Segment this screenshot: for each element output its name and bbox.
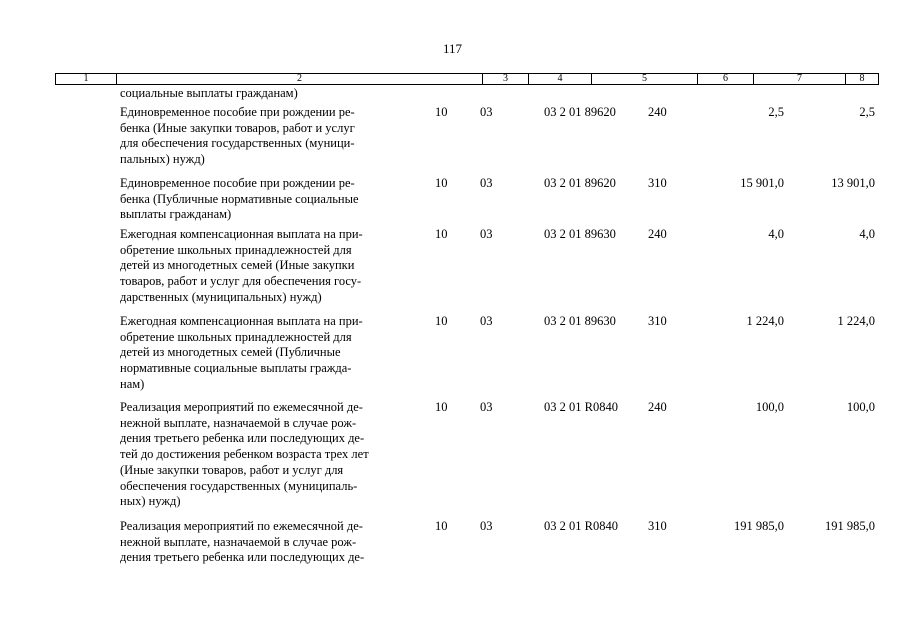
cell-expense-type: 310 (648, 176, 667, 190)
cell-amount-2: 13 901,0 (831, 176, 875, 190)
cell-amount-1: 15 901,0 (740, 176, 784, 190)
desc-line: нам) (120, 376, 145, 391)
header-col-2: 2 (117, 74, 483, 84)
cell-amount-2: 1 224,0 (837, 314, 875, 328)
header-col-8: 8 (859, 73, 865, 84)
page-number: 117 (442, 41, 463, 56)
desc-line: нежной выплате, назначаемой в случае рож- (120, 415, 357, 430)
cell-subsection: 03 (480, 519, 493, 533)
desc-line: выплаты гражданам) (120, 207, 232, 222)
continuation-text (120, 86, 420, 102)
cell-subsection: 03 (480, 400, 493, 414)
cell-subsection: 03 (480, 227, 493, 241)
row-description (120, 176, 420, 223)
cell-amount-2: 100,0 (846, 400, 875, 414)
row-description (120, 519, 420, 566)
desc-line: дарственных (муниципальных) нужд) (120, 289, 322, 304)
cell-amount-2: 2,5 (859, 105, 875, 119)
desc-line: обретение школьных принадлежностей для (120, 242, 352, 257)
cell-amount-1: 191 985,0 (734, 519, 784, 533)
cell-target-code: 03 2 01 R0840 (544, 400, 618, 414)
header-col-5: 5 (592, 74, 698, 84)
header-col-1: 1 (56, 74, 117, 84)
desc-line: Реализация мероприятий по ежемесячной де- (120, 400, 363, 414)
desc-line: Ежегодная компенсационная выплата на при- (120, 314, 363, 328)
desc-line: товаров, работ и услуг для обеспечения госу- (120, 274, 362, 289)
cell-section: 10 (435, 105, 448, 119)
cell-target-code: 03 2 01 89630 (544, 314, 616, 328)
cell-expense-type: 310 (648, 314, 667, 328)
cell-subsection: 03 (480, 105, 493, 119)
desc-line: пальных) нужд) (120, 152, 205, 167)
desc-line: для обеспечения государственных (муници- (120, 136, 355, 151)
desc-line: Ежегодная компенсационная выплата на при- (120, 227, 363, 241)
cell-target-code: 03 2 01 89620 (544, 105, 616, 119)
desc-line: Реализация мероприятий по ежемесячной де- (120, 519, 363, 533)
desc-line: дения третьего ребенка или последующих де- (120, 431, 365, 446)
desc-line: тей до достижения ребенком возраста трех лет (120, 447, 369, 462)
row-description (120, 105, 420, 168)
header-col-6: 6 (698, 74, 754, 84)
desc-line: ных) нужд) (120, 494, 181, 509)
row-description (120, 400, 420, 510)
cell-section: 10 (435, 227, 448, 241)
cell-target-code: 03 2 01 89620 (544, 176, 616, 190)
cell-amount-1: 4,0 (768, 227, 784, 241)
row-description (120, 314, 420, 393)
desc-line: бенка (Публичные нормативные социальные (120, 191, 359, 206)
cell-section: 10 (435, 176, 448, 190)
header-col-4: 4 (529, 74, 592, 84)
cell-amount-1: 1 224,0 (746, 314, 784, 328)
cell-target-code: 03 2 01 R0840 (544, 519, 618, 533)
cell-subsection: 03 (480, 314, 493, 328)
cell-section: 10 (435, 519, 448, 533)
desc-line: детей из многодетных семей (Публичные (120, 345, 341, 360)
desc-line: нежной выплате, назначаемой в случае рож- (120, 534, 357, 549)
cell-amount-1: 100,0 (755, 400, 784, 414)
cell-amount-2: 191 985,0 (825, 519, 875, 533)
cell-section: 10 (435, 400, 448, 414)
cell-amount-1: 2,5 (768, 105, 784, 119)
desc-line: обеспечения государственных (муниципаль- (120, 478, 358, 493)
cell-expense-type: 240 (648, 400, 667, 414)
cell-amount-2: 4,0 (859, 227, 875, 241)
cell-expense-type: 310 (648, 519, 667, 533)
header-col-7: 7 (754, 74, 846, 84)
desc-line: бенка (Иные закупки товаров, работ и услуг (120, 120, 355, 135)
desc-line: Единовременное пособие при рождении ре- (120, 105, 355, 119)
desc-line: (Иные закупки товаров, работ и услуг для (120, 462, 344, 477)
desc-line: детей из многодетных семей (Иные закупки (120, 258, 355, 273)
cell-section: 10 (435, 314, 448, 328)
header-col-3: 3 (483, 74, 529, 84)
desc-line: социальные выплаты гражданам) (120, 86, 298, 100)
desc-line: нормативные социальные выплаты граждa- (120, 361, 352, 376)
cell-target-code: 03 2 01 89630 (544, 227, 616, 241)
cell-expense-type: 240 (648, 105, 667, 119)
row-description (120, 227, 420, 306)
desc-line: Единовременное пособие при рождении ре- (120, 176, 355, 190)
desc-line: дения третьего ребенка или последующих де- (120, 550, 365, 565)
desc-line: обретение школьных принадлежностей для (120, 329, 352, 344)
cell-expense-type: 240 (648, 227, 667, 241)
table-header (55, 73, 879, 85)
cell-subsection: 03 (480, 176, 493, 190)
